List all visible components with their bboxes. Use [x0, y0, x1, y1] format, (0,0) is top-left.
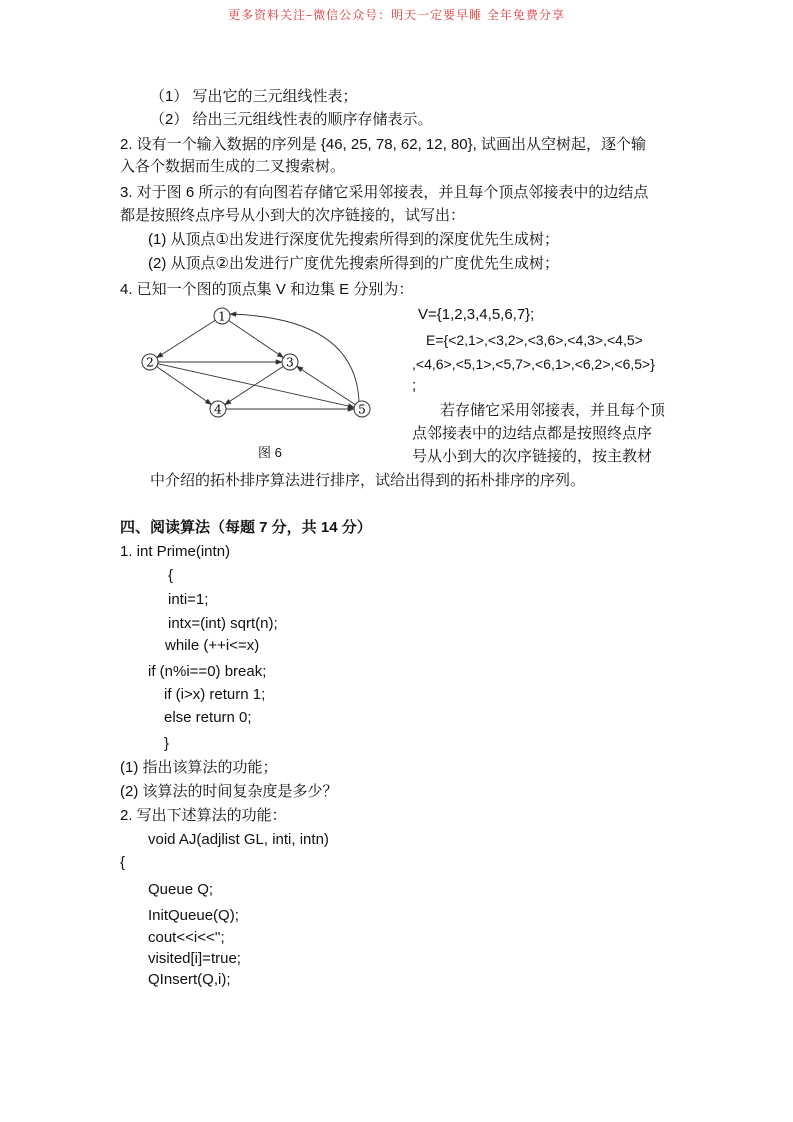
code-line: { — [120, 854, 126, 871]
sub-question: (2) 该算法的时间复杂度是多少？ — [120, 783, 338, 800]
section-heading: 四、阅读算法（每题 7 分，共 14 分） — [120, 519, 372, 536]
code-line: while (++i<=x) — [165, 637, 260, 654]
code-line: void AJ(adjlist GL, inti, intn) — [148, 831, 329, 848]
graph-node-label: 5 — [358, 402, 366, 417]
graph-node-label: 1 — [218, 309, 226, 324]
edge-set-cont: ,<4,6>,<5,1>,<5,7>,<6,1>,<6,2>,<6,5>} — [412, 356, 655, 372]
directed-graph-figure — [0, 0, 793, 500]
code-line: { — [168, 567, 174, 584]
graph-edge-5-3 — [297, 366, 356, 404]
sub-question: (1) 指出该算法的功能； — [120, 759, 278, 776]
question-2-alg: 2. 写出下述算法的功能： — [120, 807, 287, 824]
text-line: （2） 给出三元组线性表的顺序存储表示。 — [150, 111, 433, 128]
text-line: ; — [412, 377, 417, 394]
text-line: (2) 从顶点②出发进行广度优先搜索所得到的广度优先生成树； — [148, 255, 559, 272]
text-line: 都是按照终点序号从小到大的次序链接的，试写出： — [120, 207, 466, 224]
code-line: if (i>x) return 1; — [164, 686, 266, 703]
text-line: 入各个数据而生成的二叉搜索树。 — [120, 158, 346, 175]
code-line: inti=1; — [168, 591, 209, 608]
question-2: 2. 设有一个输入数据的序列是 {46, 25, 78, 62, 12, 80}, 试画出从空树起，逐个输 — [120, 136, 646, 153]
text-line: 中介绍的拓朴排序算法进行排序，试给出得到的拓朴排序的序列。 — [150, 471, 586, 489]
edge-set: E={<2,1>,<3,2>,<3,6>,<4,3>,<4,5> — [426, 332, 643, 348]
code-line: } — [164, 735, 170, 752]
graph-node-label: 3 — [286, 355, 294, 370]
graph-node-label: 2 — [146, 355, 154, 370]
code-line: cout<<i<<''; — [148, 929, 225, 946]
code-line: intx=(int) sqrt(n); — [168, 615, 278, 632]
text-line: (1) 从顶点①出发进行深度优先搜索所得到的深度优先生成树； — [148, 231, 559, 248]
graph-edge-2-4 — [157, 367, 212, 405]
code-line: InitQueue(Q); — [148, 907, 239, 924]
question-4: 4. 已知一个图的顶点集 V 和边集 E 分别为： — [120, 281, 414, 298]
code-line: else return 0; — [164, 709, 252, 726]
graph-node-label: 4 — [214, 402, 222, 417]
graph-edge-1-2 — [157, 320, 216, 357]
text-line: 号从小到大的次序链接的，按主教材 — [412, 447, 653, 465]
question-3: 3. 对于图 6 所示的有向图若存储它采用邻接表，并且每个顶点邻接表中的边结点 — [120, 184, 649, 201]
figure-caption: 图 6 — [258, 445, 282, 460]
code-line: Queue Q; — [148, 881, 214, 898]
code-line: visited[i]=true; — [148, 950, 241, 967]
watermark-header: 更多资料关注–微信公众号：明天一定要早睡 全年免费分享 — [228, 8, 565, 22]
code-line: QInsert(Q,i); — [148, 971, 231, 988]
code-line: if (n%i==0) break; — [148, 663, 267, 680]
graph-edge-1-3 — [229, 320, 284, 357]
graph-edge-2-5 — [158, 364, 354, 408]
text-line: 若存储它采用邻接表，并且每个顶 — [440, 401, 666, 419]
graph-edge-3-4 — [225, 366, 284, 404]
code-line: 1. int Prime(intn) — [120, 543, 231, 560]
text-line: （1） 写出它的三元组线性表； — [150, 88, 358, 105]
text-line: 点邻接表中的边结点都是按照终点序 — [412, 424, 653, 442]
vertex-set: V={1,2,3,4,5,6,7}; — [418, 306, 535, 323]
